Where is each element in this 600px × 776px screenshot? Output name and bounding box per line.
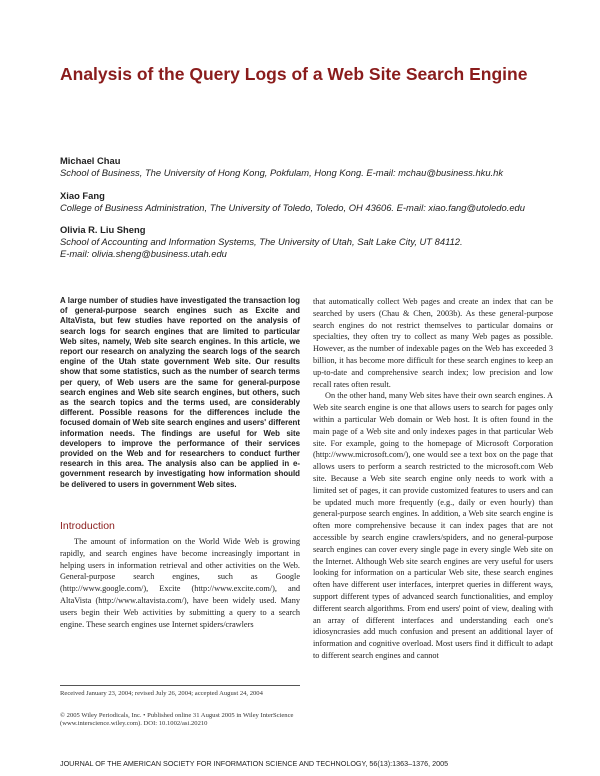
author-affiliation: College of Business Administration, The University of Toledo, Toledo, OH 43606. E-mail: xiao.fang@utoledo.edu — [60, 202, 525, 213]
author-block-2 — [60, 190, 560, 214]
abstract: A large number of studies have investigated the transaction log of general-purpose search engines such as Excite and AltaVista, but few studies have reported on the analysis of search logs for search engines that are limited to particular Web sites, namely, Web site search engines. In this article, we report our research on analyzing the search logs of the search engine of the Utah state government Web site. Our results show that some statistics, such as the number of search terms per query, of Web users are the same for general-purpose search engines and Web site search engines, but others, such as the search topics and the terms used, are considerably different. Possible reasons for the differences include the focused domain of Web site search engines and users' different information needs. The findings are useful for Web site developers to improve the performance of their services provided on the Web and for researchers to conduct further research in this area. The analysis also can be applied in e-government research by investigating how information should be delivered to users in government Web sites. — [60, 296, 300, 489]
author-affiliation: School of Accounting and Information Systems, The University of Utah, Salt Lake City, UT 84112. — [60, 236, 463, 247]
right-column — [313, 296, 553, 662]
author-email: E-mail: olivia.sheng@business.utah.edu — [60, 248, 227, 259]
body-paragraph: On the other hand, many Web sites have their own search engines. A Web site search engine is one that allows users to search for pages only within a particular Web domain or Web host. It is often found in the main page of a Web site and only indexes pages in that particular Web site. For example, going to the homepage of Microsoft Corporation (http://www.microsoft.com/), one would see a text box on the page that allows users to perform a search restricted to the microsoft.com Web site. Because a Web site search engine only needs to work with a limited set of pages, it can provide customized features to users and can be updated much more frequently (e.g., daily or even hourly) than general-purpose search engines. In addition, a Web site search engine is often more comprehensive because it can index pages that are not accessible by search engine crawlers/spiders, and no general-purpose search engines can cover every single page in every single Web site on the Internet. Although Web site search engines are very useful for users looking for information on a particular Web site, these search engines often have different user interfaces, interpret queries in different ways, support different types of advanced search functionalities, and employ different search algorithms. From end users' point of view, dealing with an array of different interfaces and understanding each one's idiosyncrasies add much confusion and present an additional layer of information and cognitive overload. Most users find it difficult to adapt to different search engines and cannot — [313, 391, 553, 660]
author-name: Olivia R. Liu Sheng — [60, 224, 146, 235]
journal-footer: JOURNAL OF THE AMERICAN SOCIETY FOR INFORMATION SCIENCE AND TECHNOLOGY, 56(13):1363–1376, 2005 — [60, 759, 449, 768]
author-name: Michael Chau — [60, 155, 121, 166]
author-name: Xiao Fang — [60, 190, 105, 201]
body-paragraph: that automatically collect Web pages and create an index that can be searched by users (Chau & Chen, 2003b). As these general-purpose search engines do not restrict themselves to particular domains or specialties, they often try to collect as many Web pages as possible. However, as the number of indexable pages on the Web has exceeded 3 billion, it has become more difficult for these search engines to keep an up-to-date and comprehensive search index; low precision and low recall rates often result. — [313, 297, 553, 389]
author-block-3 — [60, 224, 560, 260]
author-block-1 — [60, 155, 560, 179]
paper-title: Analysis of the Query Logs of a Web Site Search Engine — [60, 64, 528, 84]
footnote-received: Received January 23, 2004; revised July 26, 2004; accepted August 24, 2004 — [60, 690, 263, 697]
footnote-divider — [60, 685, 300, 686]
introduction-paragraph: The amount of information on the World Wide Web is growing rapidly, and search engines have become increasingly important in helping users in information retrieval and other activities on the Web. General-purpose search engines, such as Google (http://www.google.com/), Excite (http://www.excite.com/), and AltaVista (http://www.altavista.com/), have been widely used. Many users begin their Web activities by submitting a query to a search engine. These search engines use Internet spiders/crawlers — [60, 537, 300, 629]
author-affiliation: School of Business, The University of Hong Kong, Pokfulam, Hong Kong. E-mail: mchau@business.hku.hk — [60, 167, 504, 178]
footnote-copyright: © 2005 Wiley Periodicals, Inc. • Published online 31 August 2005 in Wiley InterScience (www.interscience.wiley.com). DOI: 10.1002/asi.20210 — [60, 712, 294, 728]
section-heading-introduction: Introduction — [60, 520, 115, 532]
